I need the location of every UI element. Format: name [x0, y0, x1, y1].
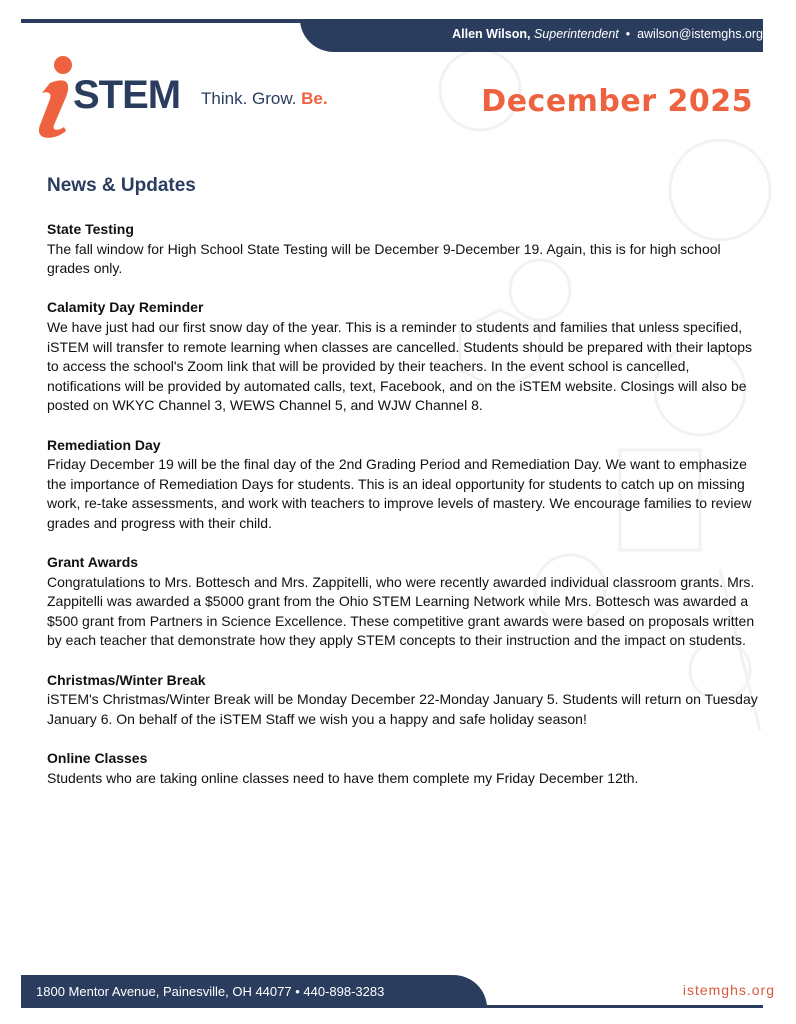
istem-logo: [30, 55, 350, 140]
superintendent-email[interactable]: awilson@istemghs.org: [637, 27, 763, 41]
separator: •: [625, 27, 631, 41]
article-heading: Grant Awards: [47, 554, 139, 571]
article-heading: Christmas/Winter Break: [47, 671, 206, 688]
article-body: Congratulations to Mrs. Bottesch and Mrs. Zappitelli, who were recently awarded individual classroom grants. Mrs. Zappitelli was awarded a $5000 grant from the Ohio STEM Learning Network while Mrs. Bottesch was awarded a $500 grant from Partners in Science Excellence. These competitive grant awards were based on proposals written by each teacher that demonstrate how they apply STEM concepts to their instruction and the impact on students.: [47, 573, 755, 649]
issue-date: December 2025: [481, 84, 753, 119]
article: [47, 436, 759, 534]
article-body: The fall window for High School State Testing will be December 9-December 19. Again, this is for high school grades only.: [47, 240, 721, 277]
article: [47, 553, 759, 651]
logo-wordmark: STEM: [73, 73, 181, 117]
superintendent-role: Superintendent: [533, 27, 619, 41]
article: [47, 749, 759, 788]
article-body: We have just had our first snow day of the year. This is a reminder to students and families that unless specified, iSTEM will transfer to remote learning when classes are cancelled. Students should be prepared with their laptops to access the school's Zoom link that will be provided by their teachers. In the event school is cancelled, notifications will be provided by automated calls, text, Facebook, and on the iSTEM website. Closings will also be posted on WKYC Channel 3, WEWS Channel 5, and WJW Channel 8.: [47, 318, 753, 414]
section-title: News & Updates: [47, 175, 196, 196]
footer-address: 1800 Mentor Avenue, Painesville, OH 44077 • 440-898-3283: [36, 984, 385, 999]
article: [47, 671, 759, 730]
article-body: Friday December 19 will be the final day of the 2nd Grading Period and Remediation Day. We want to emphasize the importance of Remediation Days for students. This is an ideal opportunity for students to catch up on missing work, re-take assessments, and work with teachers to improve levels of mastery. We encourage families to review grades and progress with their child.: [47, 456, 752, 531]
header-contact: [452, 27, 763, 41]
tagline-text: Think. Grow.: [201, 89, 297, 108]
articles: [47, 220, 759, 808]
article-body: iSTEM's Christmas/Winter Break will be Monday December 22-Monday January 5. Students will return on Tuesday January 6. On behalf of the iSTEM Staff we wish you a happy and safe holiday season!: [47, 691, 758, 727]
article: [47, 220, 759, 279]
article-heading: Online Classes: [47, 750, 148, 767]
superintendent-name: Allen Wilson,: [452, 27, 531, 41]
logo-tagline: [201, 89, 328, 109]
article: [47, 298, 759, 416]
tagline-accent: Be.: [301, 89, 328, 108]
article-heading: State Testing: [47, 221, 134, 237]
article-body: Students who are taking online classes need to have them complete my Friday December 12th.: [47, 769, 639, 786]
footer-website-link[interactable]: istemghs.org: [682, 982, 775, 998]
article-heading: Remediation Day: [47, 436, 161, 453]
article-heading: Calamity Day Reminder: [47, 299, 204, 316]
